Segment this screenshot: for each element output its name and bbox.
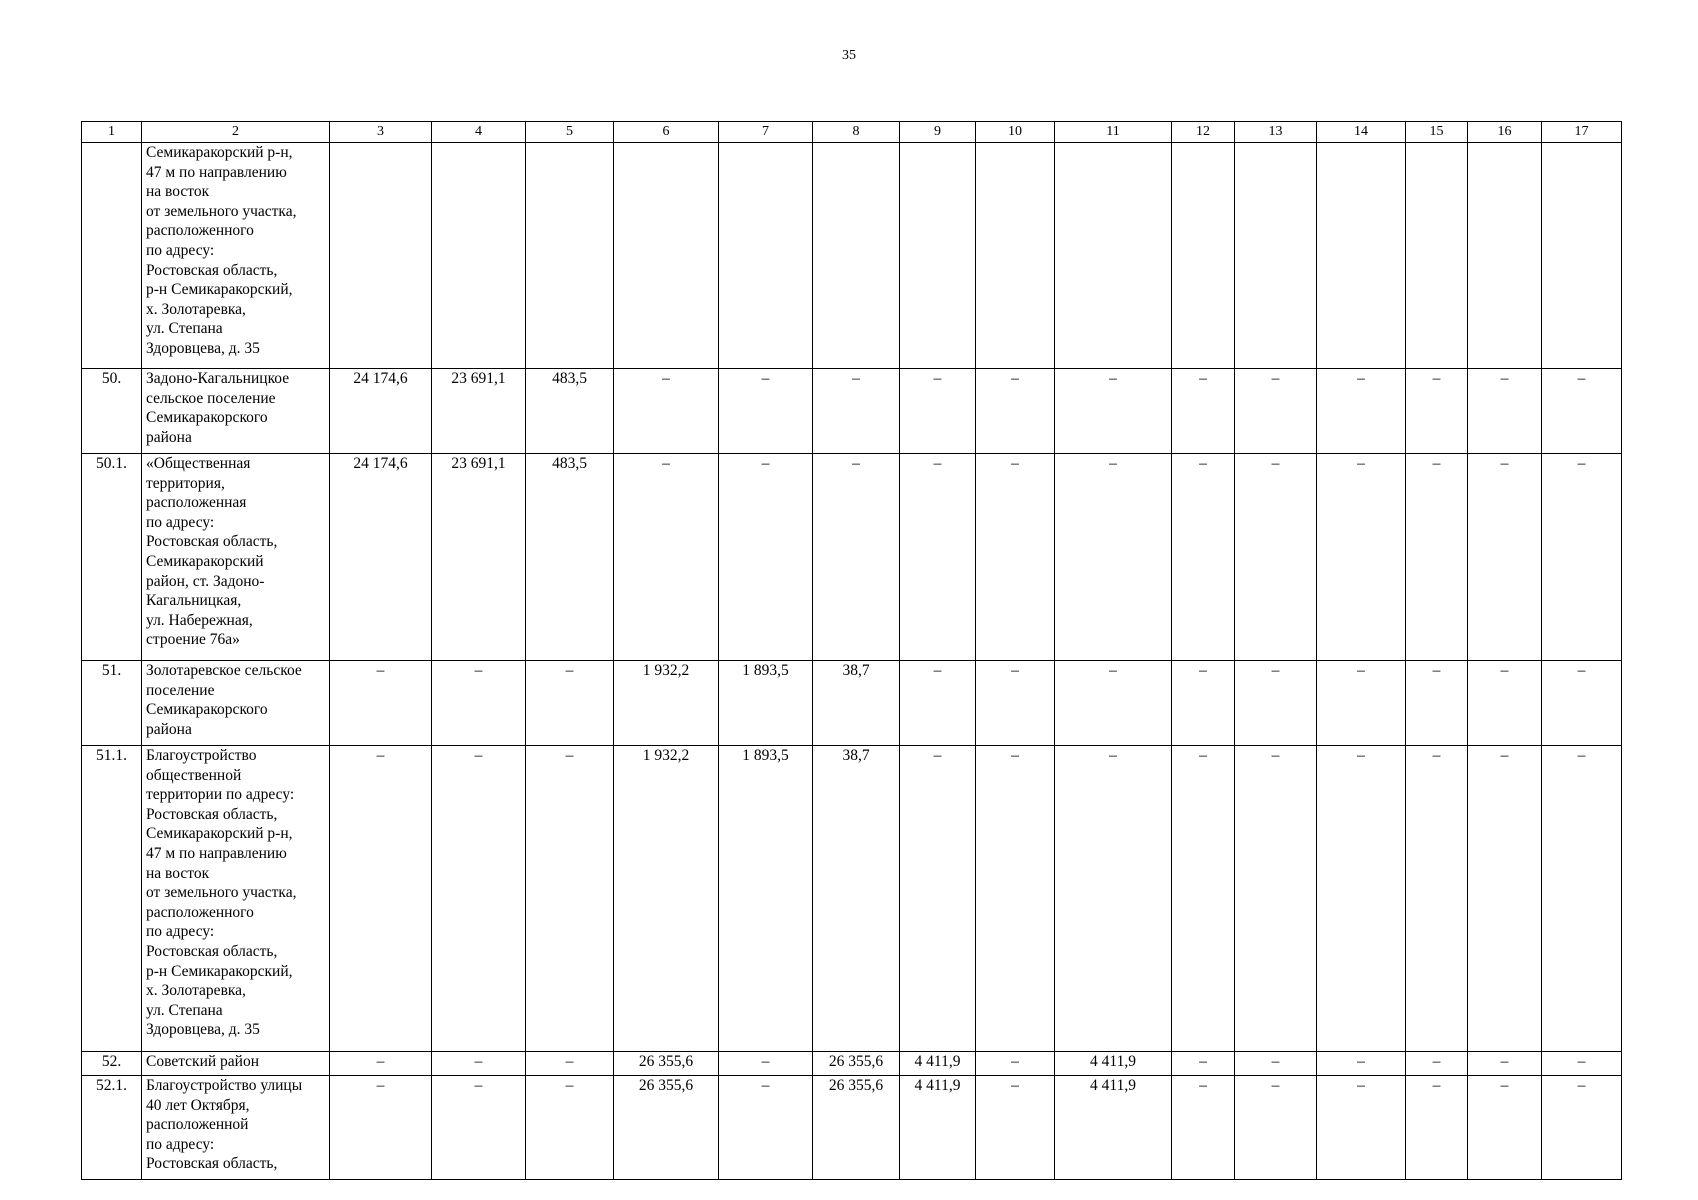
value-cell: –	[1317, 454, 1406, 661]
value-cell: 38,7	[813, 746, 900, 1052]
value-cell: –	[1317, 661, 1406, 746]
value-cell	[1406, 143, 1468, 369]
column-header: 12	[1172, 122, 1235, 143]
column-header: 2	[142, 122, 330, 143]
value-cell	[1055, 143, 1172, 369]
column-header: 14	[1317, 122, 1406, 143]
value-cell: –	[1406, 746, 1468, 1052]
value-cell: 26 355,6	[813, 1076, 900, 1180]
value-cell: –	[1542, 661, 1622, 746]
value-cell: –	[900, 369, 976, 454]
value-cell: 483,5	[526, 454, 614, 661]
value-cell: –	[614, 454, 719, 661]
value-cell: –	[1468, 369, 1542, 454]
value-cell: –	[1172, 746, 1235, 1052]
row-number: 51.1.	[82, 746, 142, 1052]
value-cell: –	[1172, 661, 1235, 746]
value-cell: –	[976, 1076, 1055, 1180]
value-cell: –	[526, 661, 614, 746]
value-cell: –	[330, 661, 432, 746]
value-cell: –	[719, 1076, 813, 1180]
value-cell: –	[813, 369, 900, 454]
value-cell: –	[1055, 454, 1172, 661]
value-cell: –	[1406, 369, 1468, 454]
value-cell: –	[1406, 454, 1468, 661]
value-cell: –	[1468, 661, 1542, 746]
value-cell: –	[1055, 746, 1172, 1052]
value-cell: –	[1406, 1052, 1468, 1076]
column-header: 17	[1542, 122, 1622, 143]
column-header: 4	[432, 122, 526, 143]
value-cell: 26 355,6	[614, 1052, 719, 1076]
value-cell: –	[976, 454, 1055, 661]
table-row	[82, 661, 1622, 746]
value-cell: –	[900, 746, 976, 1052]
value-cell: –	[1055, 369, 1172, 454]
value-cell: –	[900, 454, 976, 661]
column-header: 16	[1468, 122, 1542, 143]
value-cell: 4 411,9	[1055, 1076, 1172, 1180]
value-cell: –	[1468, 454, 1542, 661]
row-number: 50.1.	[82, 454, 142, 661]
value-cell: 1 893,5	[719, 746, 813, 1052]
value-cell: –	[1542, 454, 1622, 661]
row-number: 50.	[82, 369, 142, 454]
value-cell	[813, 143, 900, 369]
value-cell: 4 411,9	[900, 1052, 976, 1076]
value-cell	[432, 143, 526, 369]
row-description: «Общественная территория, расположенная по адресу: Ростовская область, Семикаракорский район, ст. Задоно- Кагальницкая, ул. Набережная, строение 76а»	[142, 454, 330, 661]
value-cell	[1235, 143, 1317, 369]
row-number: 51.	[82, 661, 142, 746]
value-cell: –	[1235, 369, 1317, 454]
value-cell: –	[976, 1052, 1055, 1076]
table-row	[82, 143, 1622, 369]
column-header: 9	[900, 122, 976, 143]
value-cell: 23 691,1	[432, 454, 526, 661]
value-cell: 26 355,6	[614, 1076, 719, 1180]
value-cell	[719, 143, 813, 369]
column-header: 13	[1235, 122, 1317, 143]
value-cell: 26 355,6	[813, 1052, 900, 1076]
value-cell: 38,7	[813, 661, 900, 746]
value-cell: –	[432, 1076, 526, 1180]
value-cell: –	[1235, 661, 1317, 746]
value-cell: 4 411,9	[900, 1076, 976, 1180]
table-row	[82, 1076, 1622, 1180]
value-cell: 24 174,6	[330, 454, 432, 661]
value-cell: –	[1468, 1052, 1542, 1076]
value-cell: –	[1235, 1076, 1317, 1180]
row-number	[82, 143, 142, 369]
value-cell: –	[432, 1052, 526, 1076]
table-header-row	[82, 122, 1622, 143]
value-cell: –	[1468, 746, 1542, 1052]
value-cell: –	[1317, 1076, 1406, 1180]
value-cell: –	[976, 369, 1055, 454]
value-cell: –	[330, 1076, 432, 1180]
table-row	[82, 454, 1622, 661]
column-header: 5	[526, 122, 614, 143]
value-cell: –	[330, 1052, 432, 1076]
column-header: 8	[813, 122, 900, 143]
value-cell: 1 893,5	[719, 661, 813, 746]
column-header: 6	[614, 122, 719, 143]
value-cell: –	[1542, 369, 1622, 454]
value-cell: –	[719, 1052, 813, 1076]
value-cell: 483,5	[526, 369, 614, 454]
value-cell	[900, 143, 976, 369]
value-cell: –	[526, 1076, 614, 1180]
value-cell: –	[1317, 746, 1406, 1052]
value-cell: –	[719, 369, 813, 454]
value-cell: –	[1235, 1052, 1317, 1076]
column-header: 15	[1406, 122, 1468, 143]
value-cell: –	[1406, 661, 1468, 746]
value-cell	[330, 143, 432, 369]
row-description: Благоустройство улицы 40 лет Октября, расположенной по адресу: Ростовская область,	[142, 1076, 330, 1180]
value-cell: –	[614, 369, 719, 454]
column-header: 3	[330, 122, 432, 143]
value-cell	[1317, 143, 1406, 369]
row-number: 52.	[82, 1052, 142, 1076]
value-cell	[976, 143, 1055, 369]
value-cell: –	[330, 746, 432, 1052]
table-row	[82, 369, 1622, 454]
value-cell: –	[1172, 454, 1235, 661]
value-cell: 1 932,2	[614, 746, 719, 1052]
page-number: 35	[842, 48, 856, 63]
value-cell: –	[526, 1052, 614, 1076]
value-cell: –	[1172, 369, 1235, 454]
value-cell: 24 174,6	[330, 369, 432, 454]
value-cell: –	[976, 661, 1055, 746]
value-cell	[526, 143, 614, 369]
value-cell: –	[1542, 1076, 1622, 1180]
row-number: 52.1.	[82, 1076, 142, 1180]
row-description: Золотаревское сельское поселение Семикаракорского района	[142, 661, 330, 746]
value-cell: 4 411,9	[1055, 1052, 1172, 1076]
value-cell: –	[1172, 1076, 1235, 1180]
value-cell: –	[1468, 1076, 1542, 1180]
row-description: Семикаракорский р-н, 47 м по направлению на восток от земельного участка, расположенного по адресу: Ростовская область, р-н Семикаракорский, х. Золотаревка, ул. Степана Здоровцева, д. 35	[142, 143, 330, 369]
value-cell: –	[526, 746, 614, 1052]
value-cell: –	[900, 661, 976, 746]
value-cell: –	[976, 746, 1055, 1052]
value-cell	[614, 143, 719, 369]
table-row	[82, 746, 1622, 1052]
table-row	[82, 1052, 1622, 1076]
value-cell: –	[432, 746, 526, 1052]
row-description: Задоно-Кагальницкое сельское поселение Семикаракорского района	[142, 369, 330, 454]
row-description: Советский район	[142, 1052, 330, 1076]
column-header: 7	[719, 122, 813, 143]
value-cell: –	[1172, 1052, 1235, 1076]
budget-table	[81, 121, 1622, 1180]
value-cell: 1 932,2	[614, 661, 719, 746]
value-cell: –	[1235, 746, 1317, 1052]
value-cell: –	[1055, 661, 1172, 746]
row-description: Благоустройство общественной территории по адресу: Ростовская область, Семикаракорский р-н, 47 м по направлению на восток от земельного участка, расположенного по адресу: Ростовская область, р-н Семикаракорский, х. Золотаревка, ул. Степана Здоровцева, д. 35	[142, 746, 330, 1052]
value-cell: –	[1542, 1052, 1622, 1076]
value-cell: –	[1406, 1076, 1468, 1180]
value-cell: –	[1317, 1052, 1406, 1076]
value-cell	[1542, 143, 1622, 369]
value-cell	[1468, 143, 1542, 369]
value-cell: –	[432, 661, 526, 746]
value-cell: –	[719, 454, 813, 661]
value-cell: –	[1317, 369, 1406, 454]
value-cell	[1172, 143, 1235, 369]
column-header: 11	[1055, 122, 1172, 143]
value-cell: –	[1235, 454, 1317, 661]
value-cell: 23 691,1	[432, 369, 526, 454]
value-cell: –	[813, 454, 900, 661]
column-header: 1	[82, 122, 142, 143]
column-header: 10	[976, 122, 1055, 143]
value-cell: –	[1542, 746, 1622, 1052]
